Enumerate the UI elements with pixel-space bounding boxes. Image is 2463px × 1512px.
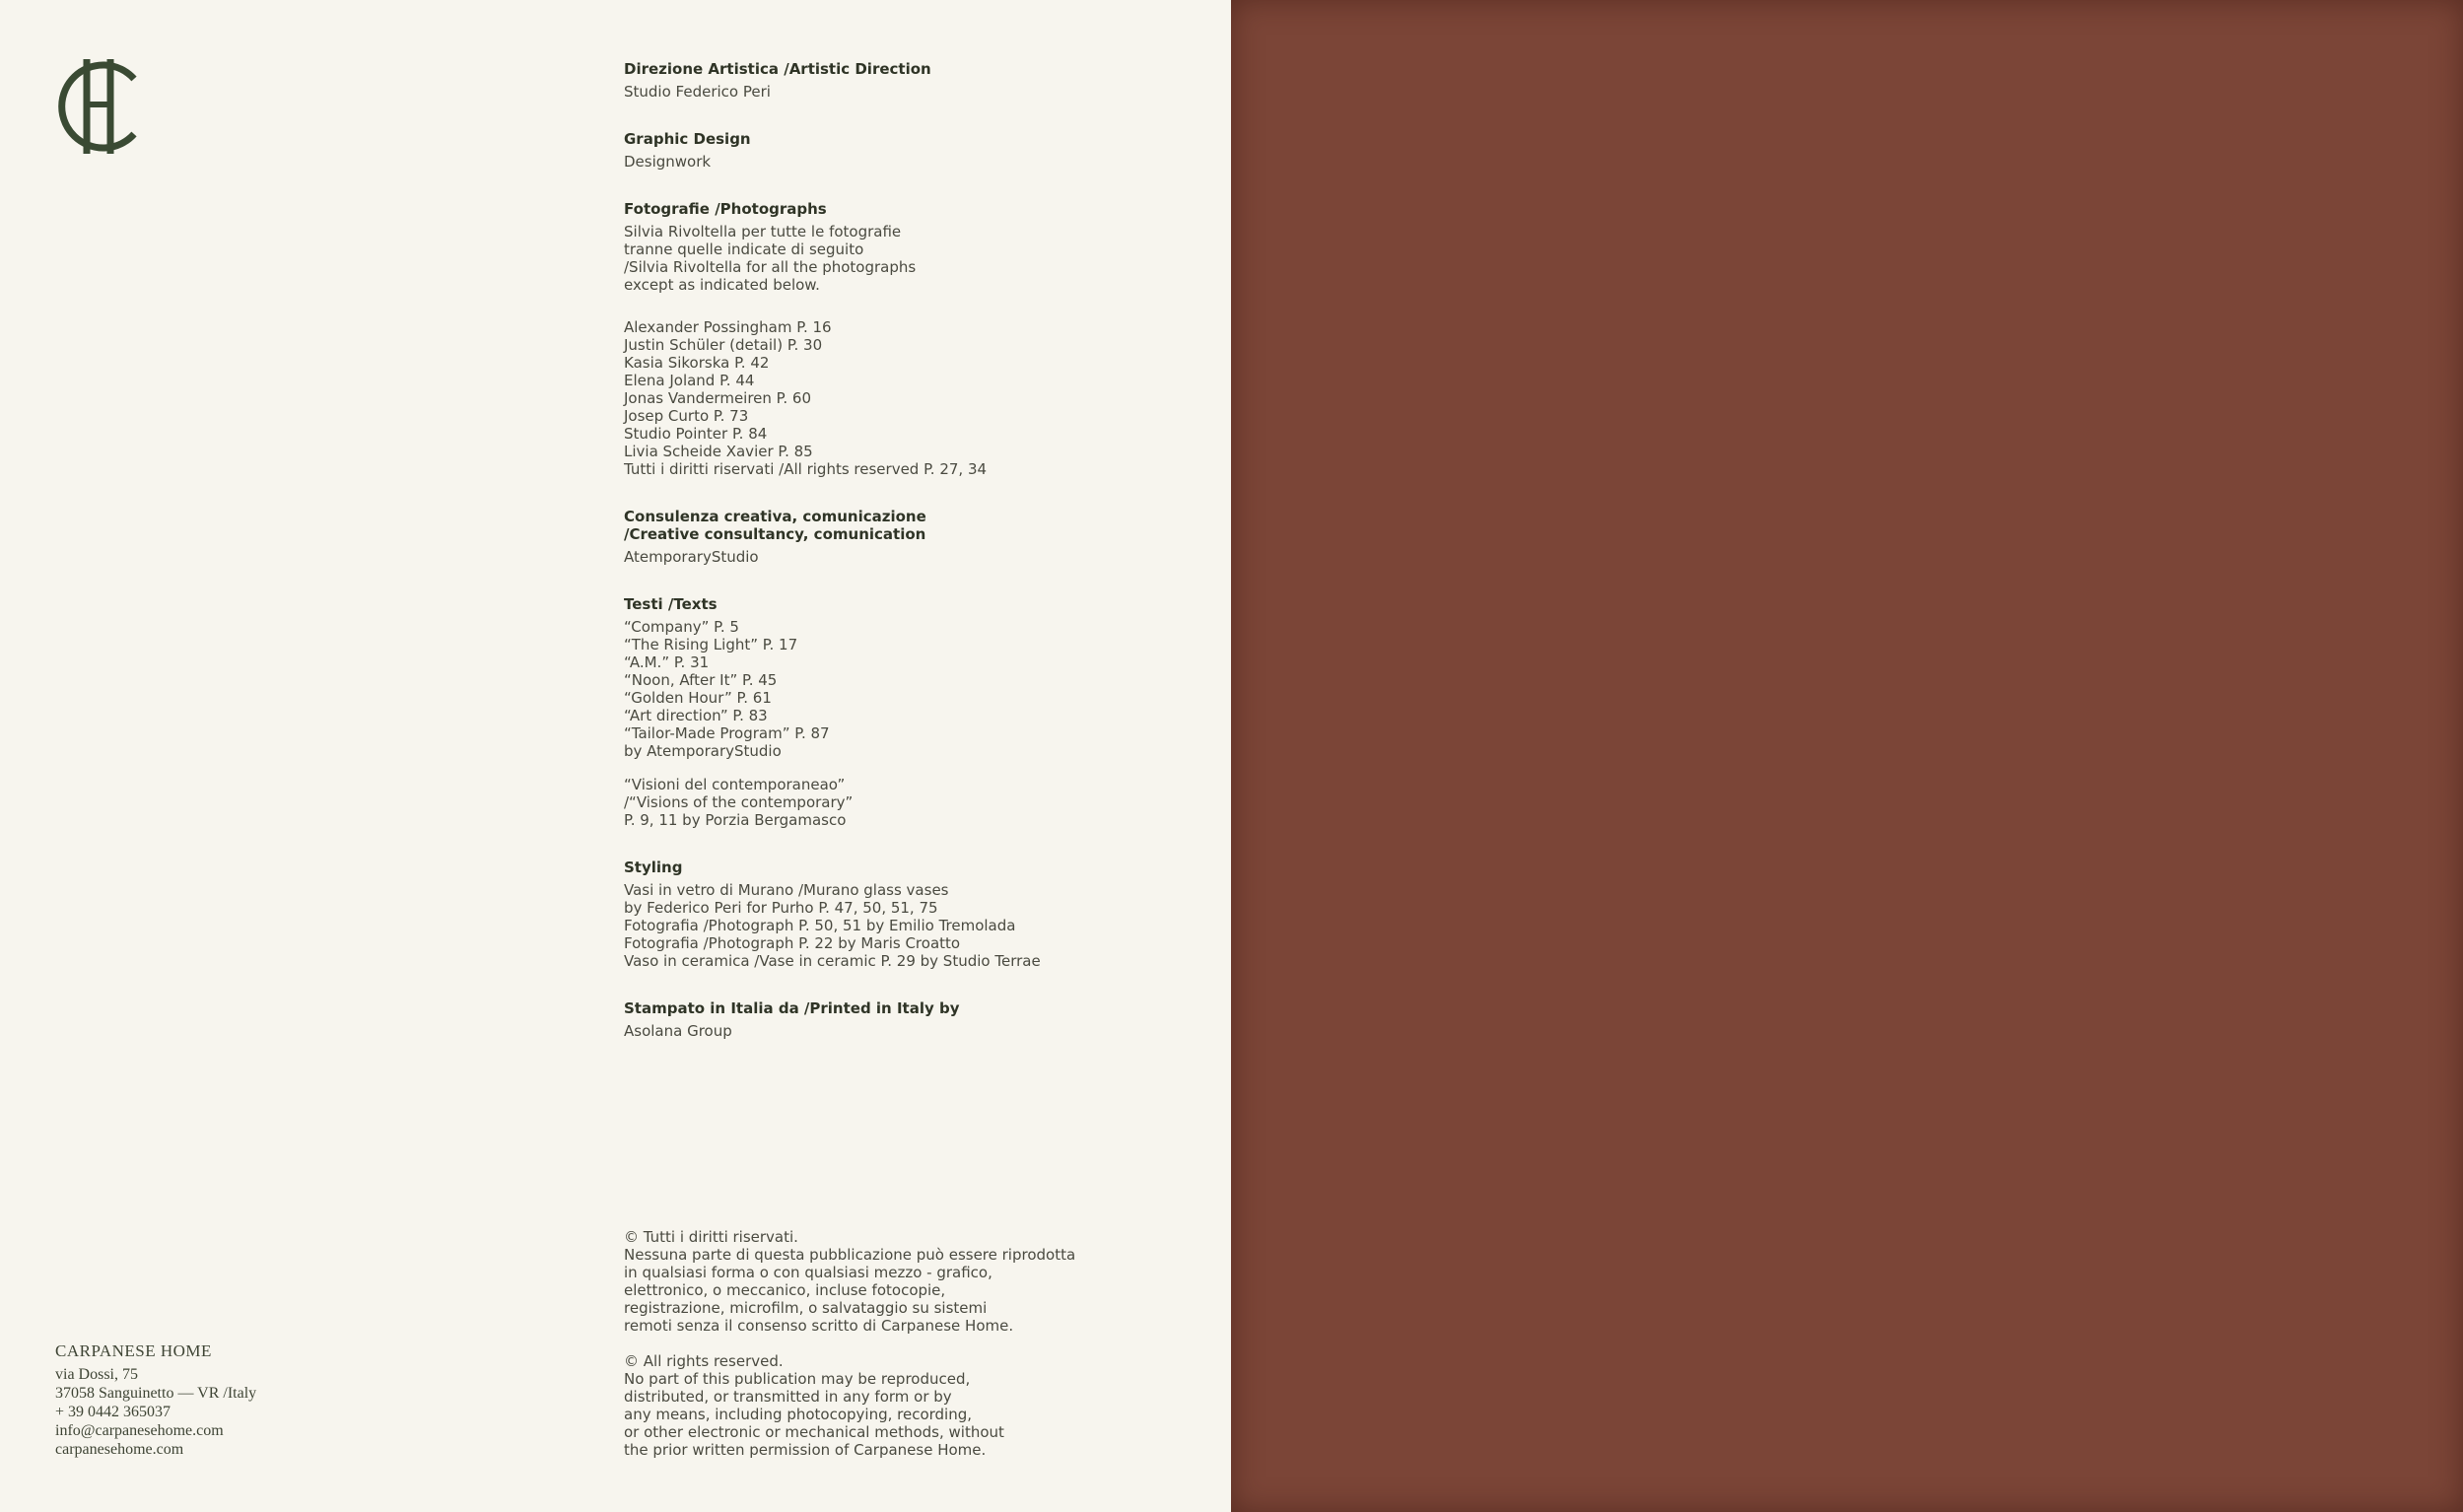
left-page (0, 0, 1231, 1512)
credit-line: AtemporaryStudio (624, 548, 759, 566)
photo-credit: Justin Schüler (detail) P. 30 (624, 336, 823, 354)
credit-section-photos (624, 200, 1176, 478)
credit-section-texts (624, 595, 1176, 829)
email-address: info@carpanesehome.com (55, 1422, 224, 1439)
section-heading: Testi /Texts (624, 595, 718, 613)
legal-line: distributed, or transmitted in any form or by (624, 1388, 952, 1406)
photo-credit: Studio Pointer P. 84 (624, 425, 768, 443)
text-credit: “Company” P. 5 (624, 618, 739, 636)
copyright-notice (624, 1228, 1176, 1459)
styling-credit: Vasi in vetro di Murano /Murano glass vases (624, 881, 949, 899)
section-heading: Stampato in Italia da /Printed in Italy by (624, 999, 960, 1017)
legal-line: in qualsiasi forma o con qualsiasi mezzo - grafico, (624, 1264, 992, 1281)
legal-line: elettronico, o meccanico, incluse fotocopie, (624, 1281, 946, 1299)
city-address: 37058 Sanguinetto — VR /Italy (55, 1385, 257, 1402)
styling-credit: Fotografia /Photograph P. 50, 51 by Emilio Tremolada (624, 917, 1016, 934)
text-credit: by AtemporaryStudio (624, 742, 782, 760)
text-credit: P. 9, 11 by Porzia Bergamasco (624, 811, 847, 829)
photo-credit: Tutti i diritti riservati /All rights reserved P. 27, 34 (624, 460, 988, 478)
section-heading: Styling (624, 859, 683, 876)
text-credit: /“Visions of the contemporary” (624, 793, 854, 811)
street-address: via Dossi, 75 (55, 1366, 138, 1383)
styling-credit: by Federico Peri for Purho P. 47, 50, 51, 75 (624, 899, 938, 917)
legal-line: No part of this publication may be reproduced, (624, 1370, 971, 1388)
photo-credit: Elena Joland P. 44 (624, 372, 755, 389)
photo-credit: Josep Curto P. 73 (624, 407, 749, 425)
credit-line: /Silvia Rivoltella for all the photographs (624, 258, 917, 276)
styling-credit: Fotografia /Photograph P. 22 by Maris Croatto (624, 934, 961, 952)
credits-column (624, 60, 1176, 1069)
section-heading: /Creative consultancy, comunication (624, 525, 926, 543)
photo-credit: Kasia Sikorska P. 42 (624, 354, 770, 372)
legal-line: the prior written permission of Carpanese Home. (624, 1441, 987, 1459)
text-credit: “The Rising Light” P. 17 (624, 636, 798, 653)
credit-line: Designwork (624, 153, 712, 171)
photo-credit: Alexander Possingham P. 16 (624, 318, 832, 336)
legal-line: any means, including photocopying, recording, (624, 1406, 973, 1423)
text-credit: “Golden Hour” P. 61 (624, 689, 772, 707)
styling-credit: Vaso in ceramica /Vase in ceramic P. 29 by Studio Terrae (624, 952, 1041, 970)
credit-line: Studio Federico Peri (624, 83, 771, 101)
section-heading: Fotografie /Photographs (624, 200, 827, 218)
credit-line: Asolana Group (624, 1022, 732, 1040)
credit-section-consultancy (624, 508, 1176, 566)
text-credit: “Tailor-Made Program” P. 87 (624, 724, 830, 742)
right-page-color-block (1231, 0, 2463, 1512)
legal-line: © Tutti i diritti riservati. (624, 1228, 798, 1246)
section-heading: Consulenza creativa, comunicazione (624, 508, 926, 525)
credit-section-styling (624, 859, 1176, 970)
credit-line: except as indicated below. (624, 276, 820, 294)
legal-line: remoti senza il consenso scritto di Carpanese Home. (624, 1317, 1014, 1335)
photo-credit: Jonas Vandermeiren P. 60 (624, 389, 812, 407)
ch-monogram-logo-icon (53, 53, 154, 160)
section-heading: Direzione Artistica /Artistic Direction (624, 60, 931, 78)
credit-section-direction (624, 60, 1176, 101)
legal-line: or other electronic or mechanical methods, without (624, 1423, 1004, 1441)
text-credit: “Art direction” P. 83 (624, 707, 768, 724)
credit-section-graphic (624, 130, 1176, 171)
company-name: CARPANESE HOME (55, 1341, 212, 1360)
legal-line: Nessuna parte di questa pubblicazione può essere riprodotta (624, 1246, 1076, 1264)
phone-number: + 39 0442 365037 (55, 1404, 171, 1420)
credit-section-printed (624, 999, 1176, 1040)
company-address (55, 1341, 449, 1459)
text-credit: “A.M.” P. 31 (624, 653, 710, 671)
credit-line: tranne quelle indicate di seguito (624, 241, 864, 258)
legal-line: registrazione, microfilm, o salvataggio su sistemi (624, 1299, 988, 1317)
text-credit: “Visioni del contemporaneao” (624, 776, 846, 793)
text-credit: “Noon, After It” P. 45 (624, 671, 778, 689)
credit-line: Silvia Rivoltella per tutte le fotografie (624, 223, 902, 241)
section-heading: Graphic Design (624, 130, 751, 148)
website-address: carpanesehome.com (55, 1441, 184, 1458)
photo-credit: Livia Scheide Xavier P. 85 (624, 443, 813, 460)
legal-line: © All rights reserved. (624, 1352, 784, 1370)
